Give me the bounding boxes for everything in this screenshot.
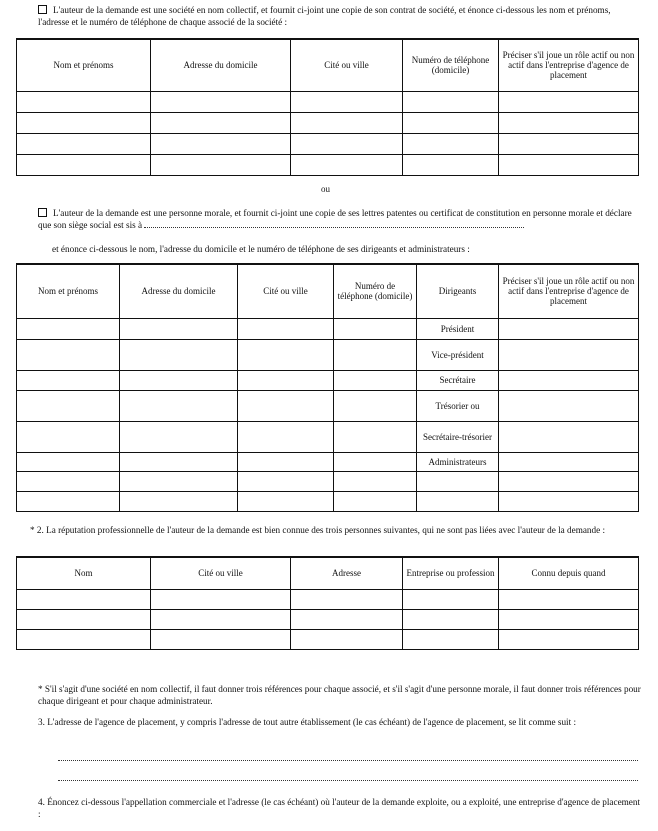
- footnote: * S'il s'agit d'une société en nom collectif, il faut donner trois références pour chaque associé, et s'il s'agit d'une personne morale, il faut donner trois références pour chaque dirigeant et pour chaque administrateur.: [38, 684, 641, 706]
- table-row: [17, 609, 639, 629]
- sec2-col-city: Cité ou ville: [238, 264, 334, 318]
- sec2-table: [16, 263, 639, 512]
- sec2-col-name: Nom et prénoms: [17, 264, 120, 318]
- table-row: [17, 589, 639, 609]
- table-row: [17, 112, 639, 133]
- table-row: [17, 491, 639, 511]
- sec1-table: [16, 38, 639, 176]
- seat-address-field[interactable]: [144, 227, 524, 228]
- table-row: [17, 91, 639, 112]
- sec1-intro: L'auteur de la demande est une société en nom collectif, et fournit ci-joint une copie de son contrat de société, et énonce ci-dessous les nom et prénoms, l'adresse et le numéro de téléphone de chaque associé de la société :: [38, 5, 611, 27]
- ref-col-known-since: Connu depuis quand: [499, 557, 639, 589]
- ref-col-city: Cité ou ville: [151, 557, 291, 589]
- sec1-col-city: Cité ou ville: [291, 39, 403, 91]
- q4-text: 4. Énoncez ci-dessous l'appellation commerciale et l'adresse (le cas échéant) où l'auteur de la demande exploite, ou a exploité, une entreprise d'agence de placement :: [38, 797, 641, 819]
- officer-label: Secrétaire: [417, 370, 499, 390]
- q3-text: 3. L'adresse de l'agence de placement, y compris l'adresse de tout autre établissement (le cas échéant) de l'agence de placement, se lit comme suit :: [38, 717, 576, 727]
- table-row: [17, 370, 639, 390]
- ref-col-name: Nom: [17, 557, 151, 589]
- sec1-col-name: Nom et prénoms: [17, 39, 151, 91]
- table-row: [17, 154, 639, 175]
- sec1-checkbox[interactable]: [38, 5, 47, 14]
- officer-label: Trésorier ou: [417, 390, 499, 421]
- sec2-col-phone: Numéro de téléphone (domicile): [334, 264, 417, 318]
- sec1-col-phone: Numéro de téléphone (domicile): [403, 39, 499, 91]
- table-row: [17, 471, 639, 491]
- table-row: [17, 133, 639, 154]
- sec2-col-address: Adresse du domicile: [120, 264, 238, 318]
- or-separator: ou: [321, 184, 330, 194]
- officer-label: Vice-président: [417, 339, 499, 370]
- table-row: [17, 390, 639, 421]
- table-row: [17, 339, 639, 370]
- q2-text: * 2. La réputation professionnelle de l'auteur de la demande est bien connue des trois personnes suivantes, qui ne sont pas liées avec l'auteur de la demande :: [30, 525, 606, 535]
- officer-label: Secrétaire-trésorier: [417, 421, 499, 452]
- sec1-col-address: Adresse du domicile: [151, 39, 291, 91]
- ref-col-profession: Entreprise ou profession: [403, 557, 499, 589]
- sec2-checkbox[interactable]: [38, 208, 47, 217]
- table-row: [17, 421, 639, 452]
- sec2-col-role: Préciser s'il joue un rôle actif ou non actif dans l'entreprise d'agence de placement: [499, 264, 639, 318]
- sec2-col-officers: Dirigeants: [417, 264, 499, 318]
- table-row: [17, 452, 639, 471]
- address-line-1[interactable]: [58, 760, 638, 761]
- address-line-2[interactable]: [58, 780, 638, 781]
- ref-col-address: Adresse: [291, 557, 403, 589]
- officer-label: Administrateurs: [417, 452, 499, 471]
- sec2-intro2: et énonce ci-dessous le nom, l'adresse du domicile et le numéro de téléphone de ses dirigeants et administrateurs :: [52, 244, 470, 254]
- references-table: [16, 556, 639, 650]
- table-row: [17, 318, 639, 339]
- table-row: [17, 629, 639, 649]
- sec1-col-role: Préciser s'il joue un rôle actif ou non actif dans l'entreprise d'agence de placement: [499, 39, 639, 91]
- sec2-intro: L'auteur de la demande est une personne morale, et fournit ci-joint une copie de ses lettres patentes ou certificat de constitution en personne morale et déclare que son siège social est sis à: [38, 208, 632, 230]
- officer-label: Président: [417, 318, 499, 339]
